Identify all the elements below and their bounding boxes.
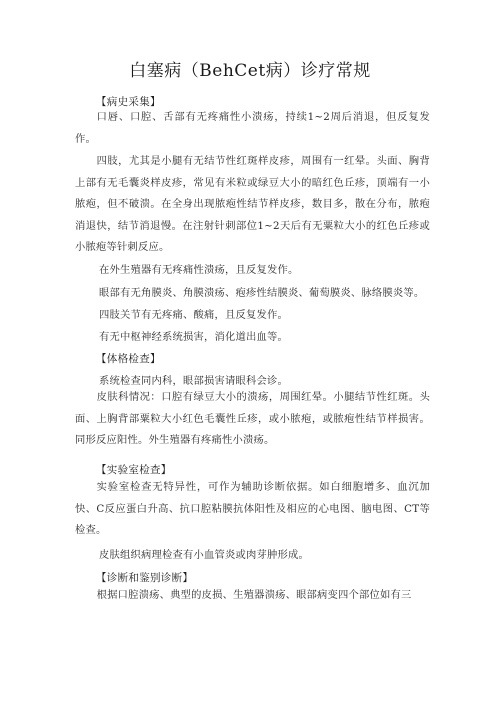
- diagnosis-paragraph: 根据口腔溃疡、典型的皮损、生殖器溃疡、眼部病变四个部位如有三: [96, 589, 412, 601]
- section-heading-lab: 【实验室检查】: [96, 464, 172, 476]
- exam-line-systemic: 系统检查同内科，眼部损害请眼科会诊。: [99, 375, 288, 387]
- history-line-eye: 眼部有无角膜炎、角膜溃疡、疱疹性结膜炎、葡萄膜炎、脉络膜炎等。: [99, 287, 425, 299]
- history-line-neuro: 有无中枢神经系统损害，消化道出血等。: [99, 331, 288, 343]
- section-heading-history: 【病史采集】: [96, 96, 161, 108]
- document-title: 白塞病（BehCet病）诊疗常规: [129, 61, 371, 81]
- lab-line-pathology: 皮肤组织病理检查有小血管炎或肉芽肿形成。: [99, 549, 309, 561]
- exam-paragraph-skin: 皮肤科情况：口腔有绿豆大小的溃疡，周围红晕。小腿结节性红斑。头面、上胸背部粟粒大小红色毛囊性丘疹，或小脓疱，或脓疱性结节样损害。同形反应阳性。外生殖器有疼痛性小溃疡。: [75, 391, 430, 446]
- section-heading-diagnosis: 【诊断和鉴别诊断】: [96, 572, 194, 584]
- lab-paragraph-tests: 实验室检查无特异性，可作为辅助诊断依据。如白细胞增多、血沉加快、C反应蛋白升高、抗口腔粘膜抗体阳性及相应的心电图、脑电图、CT等检查。: [75, 481, 430, 536]
- history-line-joint: 四肢关节有无疼痛、酸痛，且反复发作。: [99, 309, 288, 321]
- history-paragraph-skin: 四肢，尤其是小腿有无结节性红斑样皮疹，周围有一红晕。头面、胸背上部有无毛囊炎样皮疹，常见有米粒或绿豆大小的暗红色丘疹，顶端有一小脓疱，但不破溃。在全身出现脓疱性结节样皮疹，数目多，散在分布，脓疱消退快，结节消退慢。在注射针刺部位1~2天后有无粟粒大小的红色丘疹或小脓疱等针刺反应。: [75, 155, 430, 253]
- history-line-genital: 在外生殖器有无疼痛性溃疡，且反复发作。: [99, 264, 299, 276]
- history-paragraph-oral: 口唇、口腔、舌部有无疼痛性小溃疡，持续1~2周后消退，但反复发作。: [75, 111, 430, 145]
- section-heading-exam: 【体格检查】: [96, 353, 161, 365]
